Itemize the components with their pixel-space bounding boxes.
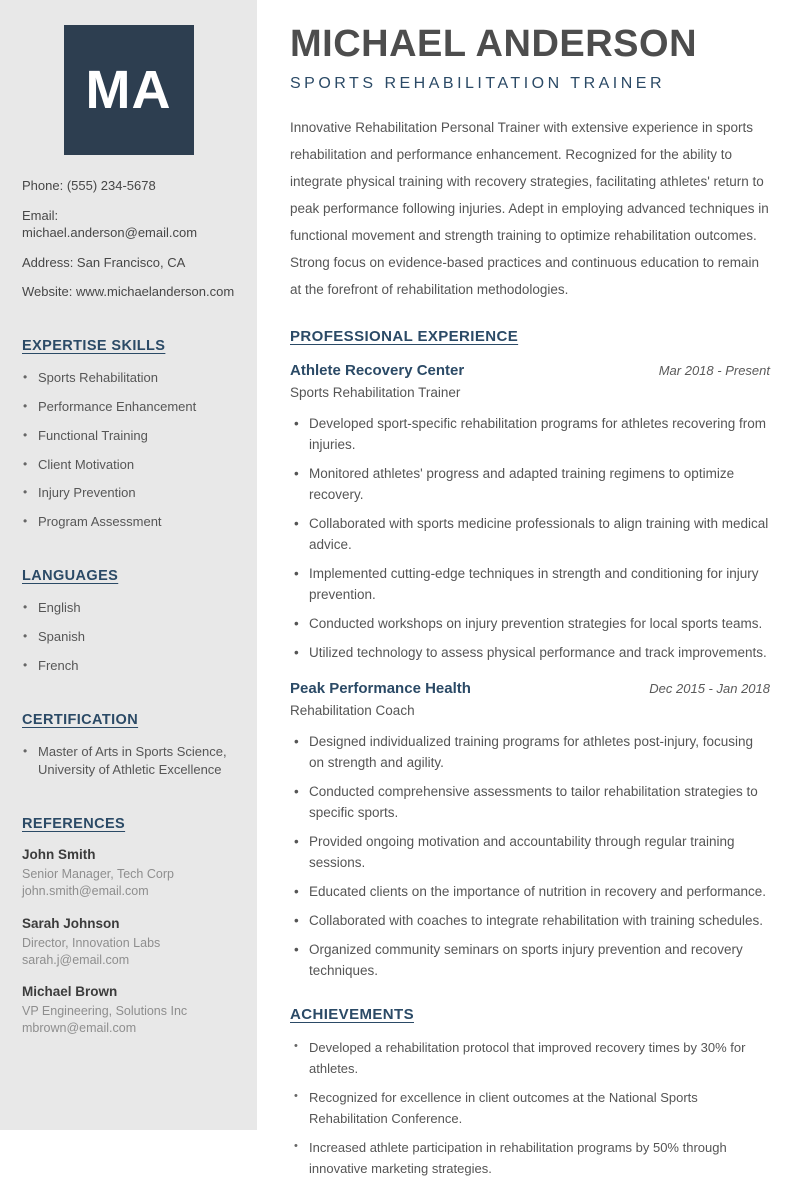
reference-card xyxy=(22,847,235,901)
reference-card xyxy=(22,916,235,970)
contact-info xyxy=(22,177,235,301)
list-item: • Utilized technology to assess physical performance and track improvements. xyxy=(290,642,770,663)
experience-section xyxy=(290,328,770,981)
list-item: • Functional Training xyxy=(22,427,235,445)
experience-heading: PROFESSIONAL EXPERIENCE xyxy=(290,327,519,345)
job-bullet-list xyxy=(290,731,770,981)
languages-list xyxy=(22,599,235,675)
job-dates: Dec 2015 - Jan 2018 xyxy=(649,680,770,696)
reference-email: sarah.j@email.com xyxy=(22,952,130,967)
job-bullet-list xyxy=(290,413,770,663)
languages-heading: LANGUAGES xyxy=(22,568,119,585)
contact-email: Email: michael.anderson@email.com xyxy=(22,207,198,241)
achievements-section xyxy=(290,1006,770,1179)
list-item: • Conducted workshops on injury prevention strategies for local sports teams. xyxy=(290,613,770,634)
page-title: MICHAEL ANDERSON xyxy=(290,23,698,65)
skills-heading: EXPERTISE SKILLS xyxy=(22,337,166,354)
list-item: • Developed a rehabilitation protocol that improved recovery times by 30% for athletes. xyxy=(290,1037,770,1079)
sidebar xyxy=(0,0,257,1130)
reference-email: mbrown@email.com xyxy=(22,1021,137,1036)
list-item: • English xyxy=(22,599,235,617)
skills-section xyxy=(22,338,235,532)
list-item: • Performance Enhancement xyxy=(22,398,235,416)
references-heading: REFERENCES xyxy=(22,816,126,833)
certification-list xyxy=(22,743,235,779)
list-item: • Designed individualized training programs for athletes post-injury, focusing on strength and agility. xyxy=(290,731,770,773)
certification-section xyxy=(22,712,235,779)
reference-title: Senior Manager, Tech Corp xyxy=(22,867,174,882)
contact-address: Address: San Francisco, CA xyxy=(22,254,186,270)
list-item: • Injury Prevention xyxy=(22,484,235,502)
job-header xyxy=(290,680,770,697)
references-section xyxy=(22,816,235,1038)
professional-title: SPORTS REHABILITATION TRAINER xyxy=(290,74,666,92)
job-role: Rehabilitation Coach xyxy=(290,702,415,718)
list-item: • Increased athlete participation in rehabilitation programs by 50% through innovative marketing strategies. xyxy=(290,1137,770,1179)
reference-title: VP Engineering, Solutions Inc xyxy=(22,1004,188,1019)
languages-section xyxy=(22,568,235,675)
achievements-heading: ACHIEVEMENTS xyxy=(290,1005,414,1023)
list-item: • Sports Rehabilitation xyxy=(22,369,235,387)
reference-name: Michael Brown xyxy=(22,984,118,1000)
job-entry xyxy=(290,680,770,981)
list-item: • Client Motivation xyxy=(22,456,235,474)
list-item: • Spanish xyxy=(22,628,235,646)
contact-website: Website: www.michaelanderson.com xyxy=(22,284,235,300)
list-item: • Provided ongoing motivation and accountability through regular training sessions. xyxy=(290,831,770,873)
list-item: • Collaborated with coaches to integrate rehabilitation with training schedules. xyxy=(290,910,770,931)
job-dates: Mar 2018 - Present xyxy=(658,362,770,378)
company-name: Peak Performance Health xyxy=(290,679,471,697)
list-item: • Organized community seminars on sports injury prevention and recovery techniques. xyxy=(290,939,770,981)
list-item: • Program Assessment xyxy=(22,513,235,531)
main-content xyxy=(257,0,800,1176)
company-name: Athlete Recovery Center xyxy=(290,361,465,379)
list-item: • Educated clients on the importance of nutrition in recovery and performance. xyxy=(290,881,770,902)
reference-email: john.smith@email.com xyxy=(22,884,149,899)
list-item: • Recognized for excellence in client outcomes at the National Sports Rehabilitation Conference. xyxy=(290,1087,770,1129)
job-header xyxy=(290,362,770,379)
reference-name: John Smith xyxy=(22,847,96,863)
achievements-list xyxy=(290,1037,770,1179)
list-item: • Master of Arts in Sports Science, University of Athletic Excellence xyxy=(22,743,235,779)
avatar: MA xyxy=(64,25,194,155)
contact-phone: Phone: (555) 234-5678 xyxy=(22,178,156,193)
summary-paragraph: Innovative Rehabilitation Personal Trainer with extensive experience in sports rehabilitation and performance enhancement. Recognized for the ability to integrate physical training with recovery strategies, facilitating athletes' return to peak performance following injuries. Adept in employing advanced techniques in functional movement and strength training to optimize rehabilitation outcomes. Strong focus on evidence-based practices and continuous education to remain at the forefront of rehabilitation methodologies. xyxy=(290,119,769,297)
list-item: • Developed sport-specific rehabilitation programs for athletes recovering from injuries. xyxy=(290,413,770,455)
reference-name: Sarah Johnson xyxy=(22,915,120,931)
skills-list xyxy=(22,369,235,532)
list-item: • Monitored athletes' progress and adapted training regimens to optimize recovery. xyxy=(290,463,770,505)
job-entry xyxy=(290,362,770,663)
list-item: • Implemented cutting-edge techniques in strength and conditioning for injury prevention. xyxy=(290,563,770,605)
list-item: • Collaborated with sports medicine professionals to align training with medical advice. xyxy=(290,513,770,555)
list-item: • French xyxy=(22,657,235,675)
certification-heading: CERTIFICATION xyxy=(22,712,139,729)
reference-card xyxy=(22,984,235,1038)
reference-title: Director, Innovation Labs xyxy=(22,935,161,950)
list-item: • Conducted comprehensive assessments to tailor rehabilitation strategies to specific sports. xyxy=(290,781,770,823)
job-role: Sports Rehabilitation Trainer xyxy=(290,384,461,400)
